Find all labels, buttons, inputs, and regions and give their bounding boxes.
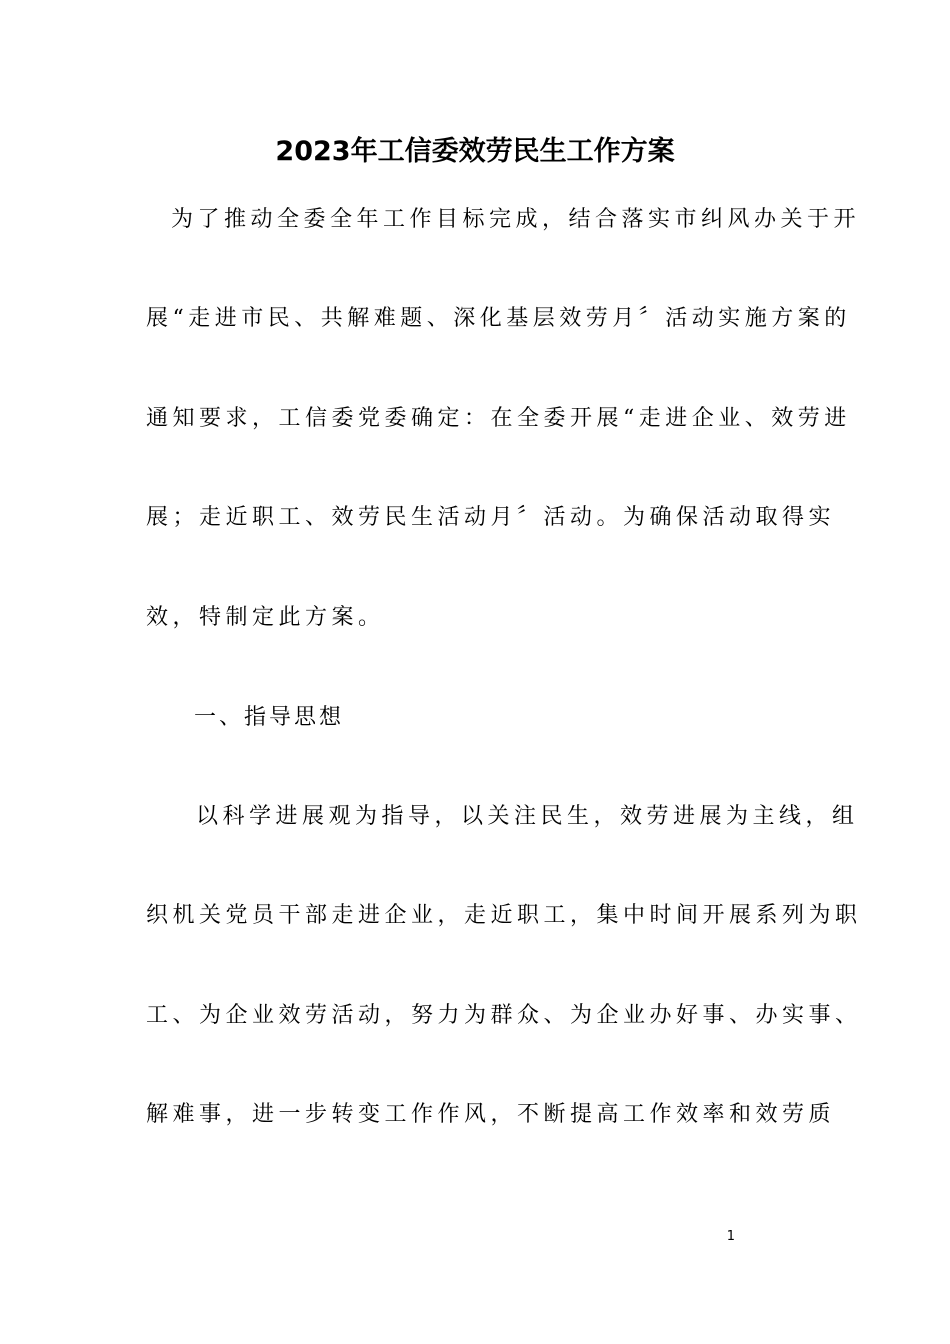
paragraph-line: 为了推动全委全年工作目标完成，结合落实市纠风办关于开 (171, 207, 861, 232)
paragraph-line: 工、为企业效劳活动，努力为群众、为企业办好事、办实事、 (146, 1003, 862, 1028)
paragraph-line: 展；走近职工、效劳民生活动月〞活动。为确保活动取得实 (146, 505, 836, 530)
document-title: 2023年工信委效劳民生工作方案 (275, 136, 675, 167)
paragraph-line: 解难事，进一步转变工作作风，不断提高工作效率和效劳质 (146, 1102, 836, 1127)
paragraph-line: 织机关党员干部走进企业，走近职工，集中时间开展系列为职 (146, 903, 862, 928)
page-number: 1 (726, 1229, 735, 1244)
paragraph-line: 效，特制定此方案。 (146, 605, 385, 630)
paragraph-line: 以科学进展观为指导，以关注民生，效劳进展为主线，组 (196, 804, 859, 829)
paragraph-line: 展“走进市民、共解难题、深化基层效劳月〞活动实施方案的 (146, 306, 851, 331)
paragraph-line: 通知要求，工信委党委确定：在全委开展“走进企业、效劳进 (146, 406, 851, 431)
section-heading: 一、指导思想 (194, 705, 345, 730)
